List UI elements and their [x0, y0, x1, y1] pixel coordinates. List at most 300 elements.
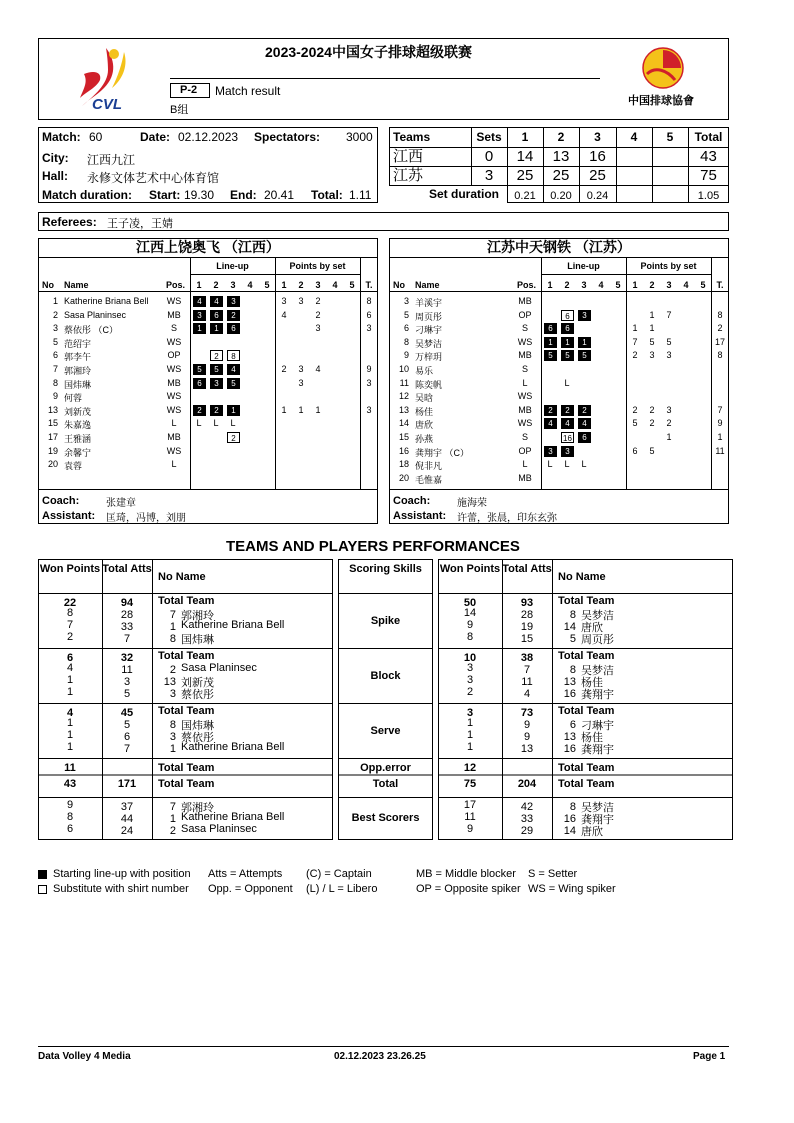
set-points: 6 [632, 445, 638, 456]
score-cell: 25 [589, 167, 606, 184]
starter-square-icon [38, 870, 47, 879]
player-name: 吴梦洁 [581, 665, 614, 677]
player-no: 8 [569, 664, 576, 676]
start-label: Start: [149, 188, 181, 202]
best-atts: 33 [520, 813, 534, 825]
page-title: 2023-2024中国女子排球超级联赛 [265, 44, 472, 60]
player-pos: L [171, 418, 177, 429]
best-no: 16 [563, 813, 576, 825]
player-no: 20 [47, 459, 58, 470]
player-name: 朱嘉逸 [64, 420, 92, 431]
set-points: 3 [298, 364, 304, 374]
col-points-set: 1 [632, 280, 638, 290]
starting-position: 4 [578, 418, 591, 429]
player-no: 9 [403, 350, 409, 361]
player-name: 刁琳宇 [415, 325, 443, 336]
score-cell: 25 [516, 167, 534, 184]
total-b-atts: 204 [517, 778, 537, 790]
player-no: 2 [52, 309, 58, 320]
player-pos: WS [517, 418, 533, 429]
best-atts: 42 [520, 801, 534, 813]
player-pos: WS [166, 296, 182, 306]
set-points: 2 [315, 309, 321, 320]
player-pos: S [521, 364, 528, 374]
spectators-label: Spectators: [254, 130, 321, 144]
player-won: 1 [466, 741, 474, 753]
coach-label: Coach: [42, 495, 80, 507]
city-value: 江西九江 [87, 153, 136, 167]
starting-position: 3 [561, 446, 574, 457]
player-no: 8 [52, 377, 58, 388]
substitute-number: 2 [227, 432, 240, 443]
player-name: 吴梦洁 [581, 610, 614, 622]
set-points: 1 [649, 309, 655, 320]
best-won: 9 [66, 799, 74, 811]
player-total: 1 [717, 432, 723, 442]
starting-position: 5 [561, 350, 574, 361]
legend-item: OP = Opposite spiker [416, 883, 521, 895]
set-points: 5 [666, 336, 672, 347]
player-total: 7 [717, 404, 723, 415]
set-points: 5 [632, 418, 638, 429]
player-name: 万梓玥 [415, 352, 443, 363]
player-won: 2 [466, 686, 474, 698]
player-name: 吴梦洁 [415, 338, 443, 349]
legend-item: Atts = Attempts [208, 868, 283, 880]
col-points-set: 2 [298, 280, 304, 290]
player-name: 刘新茂 [64, 406, 92, 417]
best-atts: 44 [120, 813, 134, 825]
substitute-number: 8 [227, 350, 240, 361]
best-won: 17 [463, 799, 477, 811]
best-no: 14 [563, 825, 576, 837]
starting-position: 1 [578, 337, 591, 348]
coach-value: 张建章 [106, 498, 136, 509]
set-duration-label: Set duration [429, 187, 500, 201]
won-points-header: Won Points [39, 563, 101, 575]
player-won: 14 [463, 607, 477, 619]
libero-marker: L [581, 459, 587, 470]
player-no: 12 [398, 391, 409, 402]
player-atts: 3 [123, 676, 131, 688]
player-total: 17 [714, 336, 725, 347]
player-no: 5 [569, 633, 576, 645]
player-won: 4 [66, 662, 74, 674]
set-points: 2 [632, 404, 638, 415]
col-lineup-set: 3 [581, 280, 587, 290]
player-atts: 6 [123, 731, 131, 743]
points-header: Points by set [640, 261, 697, 271]
points-header: Points by set [289, 261, 346, 271]
opp-error-b: 12 [463, 762, 477, 774]
player-name: Sasa Planinsec [181, 662, 257, 674]
end-value: 20.41 [264, 188, 295, 202]
player-pos: WS [166, 404, 182, 415]
best-atts: 24 [120, 825, 134, 837]
starting-position: 2 [578, 405, 591, 416]
player-atts: 15 [520, 633, 534, 645]
player-no: 6 [569, 719, 576, 731]
player-won: 8 [66, 607, 74, 619]
cvl-logo-text: CVL [92, 96, 122, 113]
sets-table [389, 127, 729, 203]
set-points: 1 [281, 404, 287, 415]
coach-value: 施海荣 [457, 498, 487, 509]
col-name: Name [415, 280, 440, 290]
starting-position: 6 [210, 310, 223, 321]
referees-label: Referees: [42, 215, 97, 229]
player-name: 杨佳 [581, 732, 603, 744]
player-name: Katherine Briana Bell [64, 296, 149, 306]
player-name: 龚翔宇 [581, 689, 614, 701]
player-name: 蔡依彤 （C） [64, 325, 119, 336]
player-name: 唐欣 [581, 622, 603, 634]
player-no: 8 [569, 609, 576, 621]
set-points: 5 [649, 445, 655, 456]
set-points: 1 [666, 432, 672, 442]
col-pos: Pos. [517, 280, 537, 290]
player-no: 13 [563, 676, 576, 688]
player-no: 7 [169, 609, 176, 621]
starting-position: 3 [193, 310, 206, 321]
starting-position: 1 [544, 337, 557, 348]
player-no: 1 [169, 621, 176, 633]
cva-logo [641, 46, 685, 90]
set-points: 3 [298, 296, 304, 306]
best-won: 11 [464, 811, 476, 823]
libero-marker: L [564, 459, 570, 470]
starting-position: 2 [210, 405, 223, 416]
col-points-set: 3 [315, 280, 321, 290]
best-name: 吴梦洁 [581, 802, 614, 814]
best-name: 龚翔宇 [581, 814, 614, 826]
player-name: 周页彤 [415, 311, 443, 322]
starting-position: 3 [544, 446, 557, 457]
match-label: Match: [42, 130, 81, 144]
col-points-set: 5 [349, 280, 355, 290]
set-points: 2 [281, 364, 287, 374]
player-won: 3 [466, 674, 474, 686]
footer-center: 02.12.2023 23.26.25 [334, 1051, 426, 1062]
player-total: 8 [366, 296, 372, 306]
set-points: 1 [298, 404, 304, 415]
player-no: 8 [403, 336, 409, 347]
player-won: 1 [66, 674, 74, 686]
starting-position: 3 [227, 296, 240, 307]
assistant-label: Assistant: [393, 510, 447, 522]
substitute-square-icon [38, 885, 47, 894]
set-points: 3 [666, 350, 672, 361]
set-points: 5 [649, 336, 655, 347]
total-a-atts: 171 [117, 778, 137, 790]
best-scorers-label: Best Scorers [351, 812, 420, 824]
player-no: 9 [52, 391, 58, 402]
col-lineup-set: 1 [547, 280, 553, 290]
skill-name: Block [370, 670, 401, 682]
skill-name: Spike [370, 615, 401, 627]
total-a-won: 43 [63, 778, 77, 790]
player-name: 郭李午 [64, 352, 92, 363]
duration-label: Match duration: [42, 188, 132, 202]
skill-total-won: 4 [66, 707, 74, 719]
player-atts: 11 [521, 676, 533, 688]
col-pos: Pos. [166, 280, 186, 290]
sets-header-cell: 1 [521, 130, 529, 144]
starting-position: 4 [193, 296, 206, 307]
sets-header-cell: 5 [666, 130, 674, 144]
substitute-number: 6 [561, 310, 574, 321]
player-name: 国炜琳 [181, 720, 214, 732]
team-name-cell: 江苏 [393, 167, 424, 184]
player-total: 6 [366, 309, 372, 320]
title-underline [170, 78, 600, 79]
set-duration-cell: 0.21 [514, 190, 536, 202]
hall-label: Hall: [42, 169, 69, 183]
sets-header-cell: Total [694, 130, 723, 144]
sets-header-cell: 4 [630, 130, 638, 144]
player-name: 蔡依彤 [181, 689, 214, 701]
total-team-label: Total Team [158, 762, 215, 774]
player-no: 14 [398, 418, 409, 429]
player-won: 1 [466, 717, 474, 729]
col-lineup-set: 5 [615, 280, 621, 290]
player-no: 8 [169, 719, 176, 731]
col-no: No [42, 280, 54, 290]
substitute-number: 16 [561, 432, 574, 443]
set-points: 1 [649, 323, 655, 334]
player-no: 3 [403, 296, 409, 306]
player-atts: 9 [523, 731, 531, 743]
total-team-label: Total Team [158, 778, 215, 790]
set-points: 3 [298, 377, 304, 388]
opp-error-label: Opp.error [360, 762, 411, 774]
player-pos: OP [518, 309, 532, 320]
set-points: 3 [281, 296, 287, 306]
player-no: 16 [563, 688, 576, 700]
best-name: Sasa Planinsec [181, 823, 257, 835]
team-a-box [38, 238, 378, 524]
set-points: 1 [632, 323, 638, 334]
starting-position: 4 [210, 296, 223, 307]
player-pos: L [171, 459, 177, 470]
player-no: 13 [563, 731, 576, 743]
starting-position: 1 [561, 337, 574, 348]
col-name: Name [64, 280, 89, 290]
opp-error-a: 11 [64, 762, 76, 774]
player-no: 8 [169, 633, 176, 645]
col-lineup-set: 5 [264, 280, 270, 290]
player-name: 陈奕帆 [415, 379, 443, 390]
player-atts: 9 [523, 719, 531, 731]
set-points: 4 [281, 309, 287, 320]
starting-position: 1 [210, 323, 223, 334]
player-name: 倪非凡 [415, 461, 443, 472]
score-cell: 14 [516, 148, 534, 165]
player-atts: 13 [520, 743, 534, 755]
starting-position: 6 [193, 378, 206, 389]
starting-position: 3 [210, 378, 223, 389]
starting-position: 4 [227, 364, 240, 375]
set-points: 1 [315, 404, 321, 415]
best-atts: 37 [120, 801, 134, 813]
col-total: T. [716, 280, 724, 290]
starting-position: 2 [193, 405, 206, 416]
col-points-set: 4 [683, 280, 689, 290]
player-no: 16 [563, 743, 576, 755]
lineup-header: Line-up [567, 261, 600, 271]
best-no: 8 [569, 801, 576, 813]
player-pos: WS [517, 391, 533, 402]
team-b-box [389, 238, 729, 524]
date-label: Date: [140, 130, 171, 144]
player-pos: MB [518, 404, 532, 415]
legend-item: Substitute with shirt number [53, 883, 189, 895]
player-name: 国炜琳 [181, 634, 214, 646]
cva-logo-text: 中国排球協會 [628, 95, 694, 107]
set-points: 3 [649, 350, 655, 361]
skill-total-atts: 32 [120, 652, 134, 664]
set-points: 4 [315, 364, 321, 374]
set-duration-cell: 0.20 [550, 190, 572, 202]
player-name: 蔡依彤 [181, 732, 214, 744]
player-total: 9 [366, 364, 372, 374]
player-name: Katherine Briana Bell [181, 741, 285, 753]
hall-value: 永修文体艺术中心体育馆 [87, 171, 220, 185]
skill-total-won: 22 [63, 597, 77, 609]
player-no: 13 [163, 676, 176, 688]
starting-position: 5 [227, 378, 240, 389]
col-lineup-set: 3 [230, 280, 236, 290]
player-won: 1 [66, 741, 74, 753]
player-no: 2 [169, 664, 176, 676]
player-total: 11 [715, 445, 725, 456]
player-name: 郭湘玲 [181, 610, 214, 622]
total-b-won: 75 [463, 778, 477, 790]
player-name: 孙燕 [415, 434, 434, 444]
won-points-header: Won Points [439, 563, 501, 575]
skill-total-atts: 93 [520, 597, 534, 609]
set-duration-cell: 0.24 [586, 190, 609, 202]
starting-position: 1 [193, 323, 206, 334]
set-points: 2 [649, 418, 655, 429]
sets-header-cell: 3 [594, 130, 601, 144]
total-team-label: Total Team [558, 762, 615, 774]
lineup-header: Line-up [216, 261, 249, 271]
player-name: 郭湘玲 [64, 366, 92, 376]
starting-position: 5 [193, 364, 206, 375]
player-name: 龚翔宇 （C） [415, 447, 470, 458]
player-no: 14 [563, 621, 576, 633]
starting-position: 4 [561, 418, 574, 429]
score-cell: 13 [552, 148, 570, 165]
player-name: Sasa Planinsec [64, 309, 127, 320]
legend-item: Opp. = Opponent [208, 883, 293, 895]
score-cell: 25 [552, 167, 570, 184]
starting-position: 6 [227, 323, 240, 334]
player-no: 3 [169, 731, 176, 743]
date-value: 02.12.2023 [178, 130, 239, 144]
player-name: 杨佳 [415, 406, 434, 417]
footer-right: Page 1 [693, 1051, 726, 1062]
player-atts: 4 [523, 688, 531, 700]
player-atts: 33 [120, 621, 134, 633]
player-name: 易乐 [415, 366, 434, 376]
player-name: 吴晗 [415, 393, 434, 404]
player-no: 16 [398, 445, 409, 456]
player-pos: S [170, 323, 177, 334]
player-pos: WS [517, 336, 533, 347]
libero-marker: L [230, 418, 236, 429]
player-name: 羊溪宇 [415, 298, 443, 308]
score-cell: 3 [484, 167, 494, 184]
player-atts: 11 [121, 664, 133, 676]
player-no: 11 [399, 377, 409, 388]
city-label: City: [42, 151, 69, 165]
best-no: 2 [169, 825, 176, 837]
legend-item: S = Setter [528, 868, 578, 880]
skill-total-atts: 45 [120, 707, 134, 719]
end-label: End: [230, 188, 257, 202]
player-won: 8 [466, 631, 474, 643]
total-team-label: Total Team [158, 650, 215, 662]
skill-total-won: 50 [463, 597, 477, 609]
player-total: 3 [366, 323, 372, 334]
doc-name: Match result [215, 84, 281, 98]
player-name: 袁蓉 [64, 461, 83, 472]
player-name: 唐欣 [415, 420, 434, 431]
libero-marker: L [196, 418, 202, 429]
player-pos: OP [518, 445, 532, 456]
player-atts: 7 [123, 743, 131, 755]
scoring-skills-header: Scoring Skills [349, 563, 422, 575]
col-lineup-set: 2 [564, 280, 570, 290]
skill-total-atts: 73 [520, 707, 534, 719]
player-no: 6 [403, 323, 409, 334]
col-lineup-set: 4 [598, 280, 604, 290]
player-name: 杨佳 [581, 677, 603, 689]
set-points: 3 [315, 323, 321, 334]
total-team-label: Total Team [558, 650, 615, 662]
starting-position: 1 [227, 405, 240, 416]
legend-item: MB = Middle blocker [416, 868, 516, 880]
player-total: 3 [366, 404, 372, 415]
player-atts: 5 [123, 688, 131, 700]
skill-total-atts: 38 [520, 652, 534, 664]
best-name: Katherine Briana Bell [181, 811, 285, 823]
col-lineup-set: 1 [196, 280, 202, 290]
col-points-set: 3 [666, 280, 672, 290]
player-atts: 7 [123, 633, 131, 645]
best-no: 1 [169, 813, 176, 825]
player-no: 15 [398, 432, 409, 442]
player-no: 3 [52, 323, 58, 334]
no-name-header: No Name [158, 571, 206, 583]
player-pos: L [522, 377, 528, 388]
set-points: 7 [632, 336, 638, 347]
starting-position: 2 [561, 405, 574, 416]
total-label: Total [372, 778, 399, 790]
spectators-value: 3000 [346, 130, 373, 144]
skill-name: Serve [370, 725, 401, 737]
total-team-label: Total Team [158, 595, 215, 607]
start-value: 19.30 [184, 188, 215, 202]
player-pos: MB [167, 432, 181, 442]
player-atts: 28 [520, 609, 534, 621]
player-no: 7 [52, 364, 58, 374]
set-duration-total: 1.05 [697, 190, 720, 202]
player-total: 2 [717, 323, 723, 334]
player-no: 13 [47, 404, 58, 415]
